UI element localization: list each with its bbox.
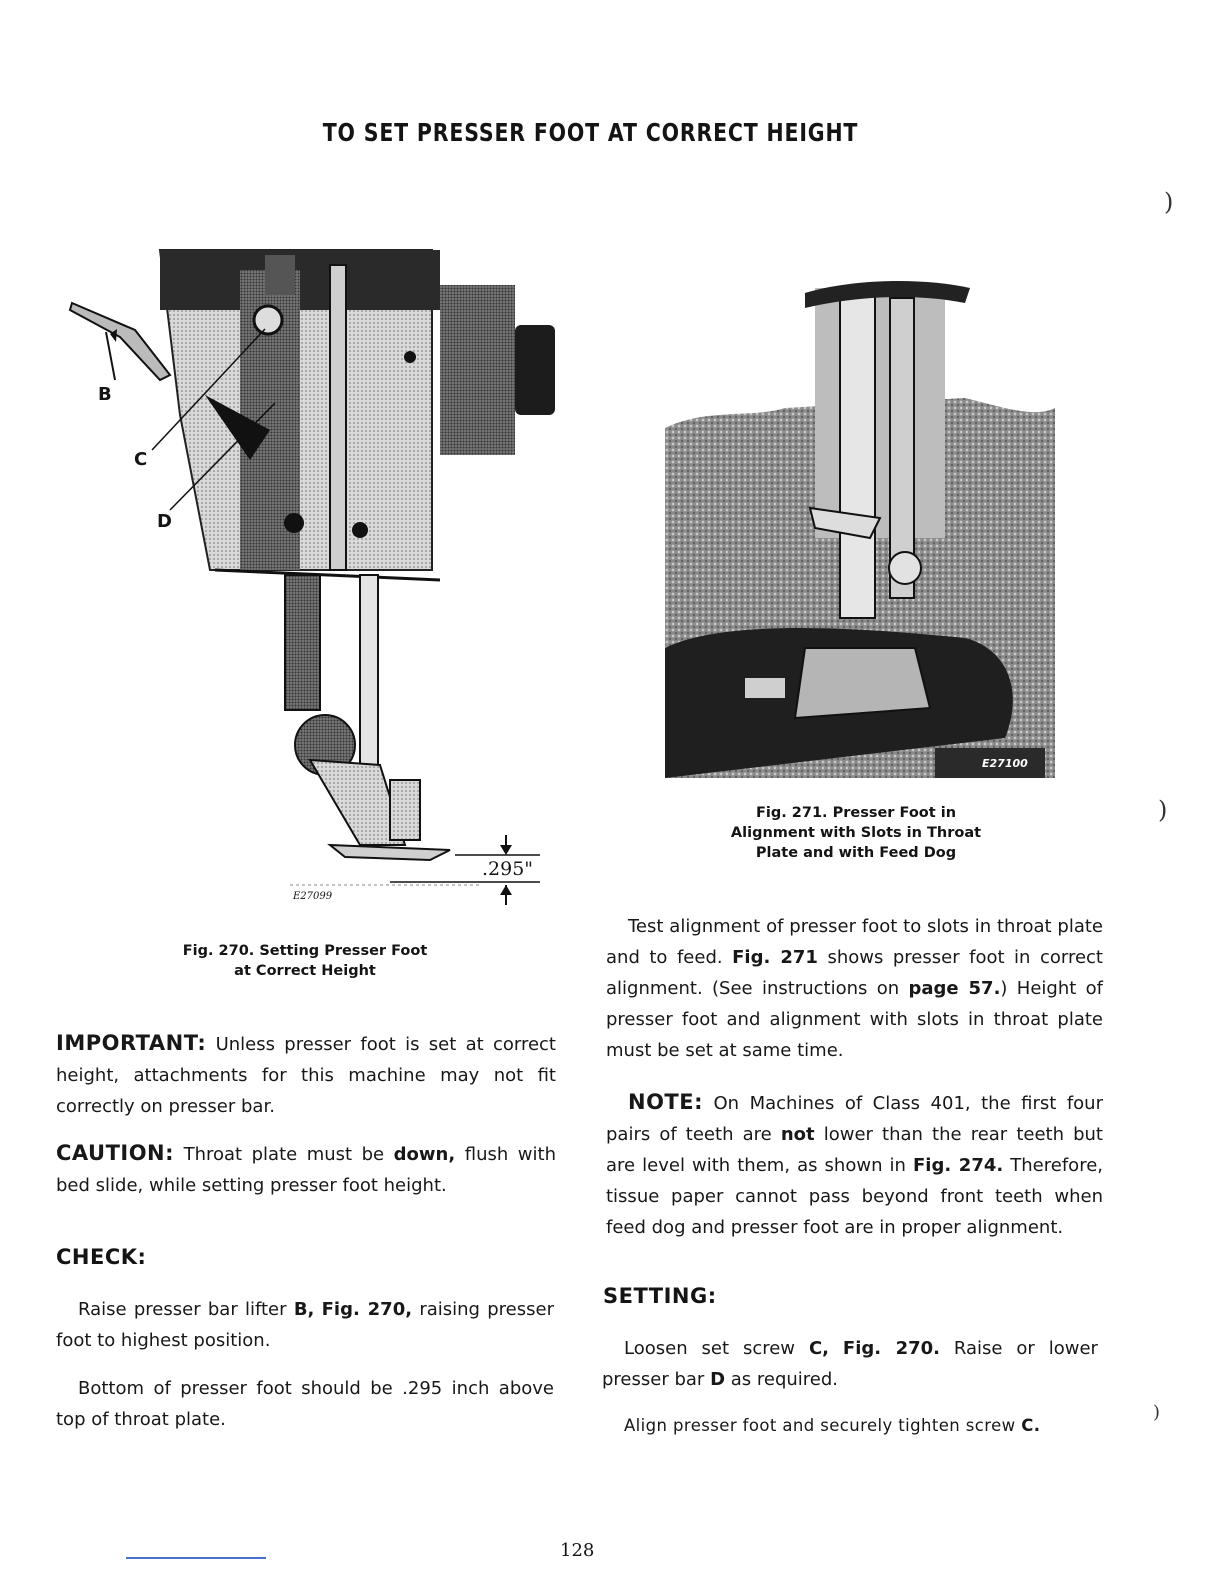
caution-text: Throat plate must be [183,1144,385,1165]
dimension-label: .295" [482,858,534,880]
check-ref: B, [293,1299,315,1320]
test-text: Test alignment of presser foot to slots in throat plate and to feed. [606,916,1103,968]
callout-c: C [134,449,148,470]
important-label: IMPORTANT: [56,1031,207,1055]
important-paragraph [56,1028,556,1122]
note-paragraph [606,1087,1103,1243]
note-text: lower than the rear teeth but are level with them, as shown in [606,1124,1103,1176]
caution-emphasis: down, [393,1144,456,1165]
margin-mark: ) [1153,1402,1161,1423]
setting-text: Align presser foot and securely tighten screw [624,1416,1016,1435]
setting-fig-ref: Fig. 270. [842,1338,940,1359]
page-title: TO SET PRESSER FOOT AT CORRECT HEIGHT [322,118,859,147]
check-paragraph-1 [56,1294,554,1356]
caution-label: CAUTION: [56,1141,175,1165]
setting-ref: C. [1021,1416,1041,1435]
footer-divider [126,1557,266,1559]
note-text: Therefore, tissue paper cannot pass beyond front teeth when feed dog and presser foot are in proper alignment. [606,1155,1103,1238]
setting-text: as required. [730,1369,839,1390]
test-paragraph [606,911,1103,1066]
test-text: shows presser foot in correct alignment. (See instructions on [606,947,1103,999]
caption-line: Fig. 271. Presser Foot in [755,805,957,821]
figure-271-photo [665,268,1055,778]
callout-d: D [157,511,172,532]
caption-line: Plate and with Feed Dog [755,845,957,861]
important-text: Unless presser foot is set at correct height, attachments for this machine may not fit correctly on presser bar. [56,1034,556,1117]
check-paragraph-2: Bottom of presser foot should be .295 inch above top of throat plate. [56,1378,554,1430]
note-text: On Machines of Class 401, the first four pairs of teeth are [606,1093,1103,1145]
check-heading: CHECK: [56,1245,147,1269]
setting-heading: SETTING: [603,1284,717,1308]
caption-line: at Correct Height [234,963,376,979]
figure-270-photo [60,245,560,917]
setting-text: Raise or lower presser bar [602,1338,1098,1390]
note-fig-ref: Fig. 274. [913,1155,1004,1176]
page-number: 128 [560,1540,595,1561]
test-page-ref: page 57. [908,978,1001,999]
callout-b: B [98,384,112,405]
caution-text: flush with bed slide, while setting presser foot height. [56,1144,556,1196]
caption-line: Fig. 270. Setting Presser Foot [182,943,428,959]
test-fig-ref: Fig. 271 [732,947,818,968]
check-text: Raise presser bar lifter [78,1299,287,1320]
figure-271-caption [700,803,1012,863]
margin-mark: ) [1158,796,1168,824]
setting-paragraph-1 [602,1333,1098,1395]
check-fig-ref: Fig. 270, [321,1299,413,1320]
figure-270-caption [140,941,470,981]
caution-paragraph [56,1138,556,1201]
check-text: raising presser foot to highest position. [56,1299,554,1351]
margin-mark: ) [1164,188,1174,216]
figure-code: E27099 [293,891,333,902]
caption-line: Alignment with Slots in Throat [730,825,982,841]
setting-ref: D [710,1369,726,1390]
note-label: NOTE: [628,1090,703,1114]
setting-text: Loosen set screw [624,1338,796,1359]
note-emphasis: not [780,1124,815,1145]
test-text: ) Height of presser foot and alignment with slots in throat plate must be set at same time. [606,978,1103,1061]
figure-code: E27100 [982,757,1028,770]
setting-paragraph-2 [602,1410,1098,1441]
setting-ref: C, [808,1338,829,1359]
